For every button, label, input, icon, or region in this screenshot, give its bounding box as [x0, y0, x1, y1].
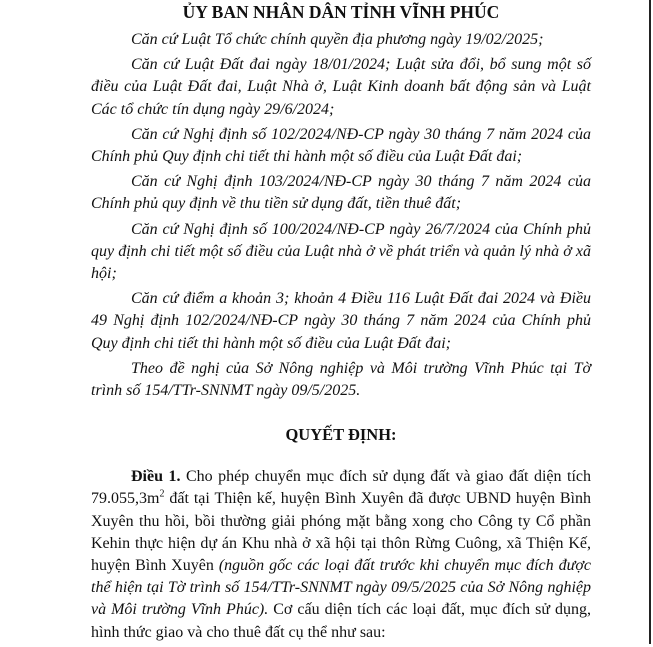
- article-1-structure-text: Cơ cấu diện tích các loại đất, mục đích sử dụng, hình thức giao và cho thuê đất cụ thể như sau:: [91, 601, 591, 641]
- preamble-clause: Căn cứ Nghị định số 100/2024/NĐ-CP ngày 26/7/2024 của Chính phủ quy định chi tiết một số điều của Luật nhà ở về phát triển và quản lý nhà ở xã hội;: [91, 220, 591, 283]
- area-unit-superscript: 2: [159, 489, 165, 501]
- article-1-source-note: (nguồn gốc các loại đất trước khi chuyển mục đích được thể hiện tại Tờ trình số 154/TTr-SNNMT ngày 09/5/2025 của Sở Nông nghiệp và Môi trường Vĩnh Phúc).: [91, 557, 592, 619]
- preamble-clause: Căn cứ điểm a khoản 3; khoản 4 Điều 116 Luật Đất đai 2024 và Điều 49 Nghị định 102/2024/NĐ-CP ngày 30 tháng 7 năm 2024 của Chính phủ Quy định chi tiết thi hành một số điều của Luật Đất đai;: [91, 290, 591, 352]
- article-1-label: Điều 1.: [131, 468, 181, 486]
- page-edge-divider: [649, 0, 651, 644]
- authority-title: ỦY BAN NHÂN DÂN TỈNH VĨNH PHÚC: [182, 2, 500, 22]
- document-page: [91, 0, 591, 644]
- preamble-clause: Căn cứ Nghị định 103/2024/NĐ-CP ngày 30 tháng 7 năm 2024 của Chính phủ quy định về thu tiền sử dụng đất, tiền thuê đất;: [91, 173, 591, 213]
- article-1: [91, 466, 591, 644]
- preamble-clause: Theo đề nghị của Sở Nông nghiệp và Môi trường Vĩnh Phúc tại Tờ trình số 154/TTr-SNNMT ngày 09/5/2025.: [91, 359, 591, 400]
- preamble-clause: Căn cứ Luật Đất đai ngày 18/01/2024; Luật sửa đổi, bổ sung một số điều của Luật Đất đai, Luật Nhà ở, Luật Kinh doanh bất động sản và Luật Các tổ chức tín dụng ngày 29/6/2024;: [91, 56, 591, 118]
- preamble-clause: Căn cứ Nghị định số 102/2024/NĐ-CP ngày 30 tháng 7 năm 2024 của Chính phủ Quy định chi tiết thi hành một số điều của Luật Đất đai;: [91, 125, 591, 166]
- decision-heading: QUYẾT ĐỊNH:: [285, 425, 397, 445]
- article-1-text: Cho phép chuyển mục đích sử dụng đất và giao đất diện tích 79.055,3m: [91, 468, 592, 508]
- article-1-text-cont: đất tại Thiện kế, huyện Bình Xuyên đã được UBND huyện Bình Xuyên thu hồi, bồi thường giải phóng mặt bằng xong cho Công ty Cổ phần Kehin thực hiện dự án Khu nhà ở xã hội tại thôn Rừng Cuông, xã Thiện Kế, huyện Bình Xuyên: [91, 490, 591, 575]
- preamble-clause: Căn cứ Luật Tổ chức chính quyền địa phương ngày 19/02/2025;: [131, 31, 544, 48]
